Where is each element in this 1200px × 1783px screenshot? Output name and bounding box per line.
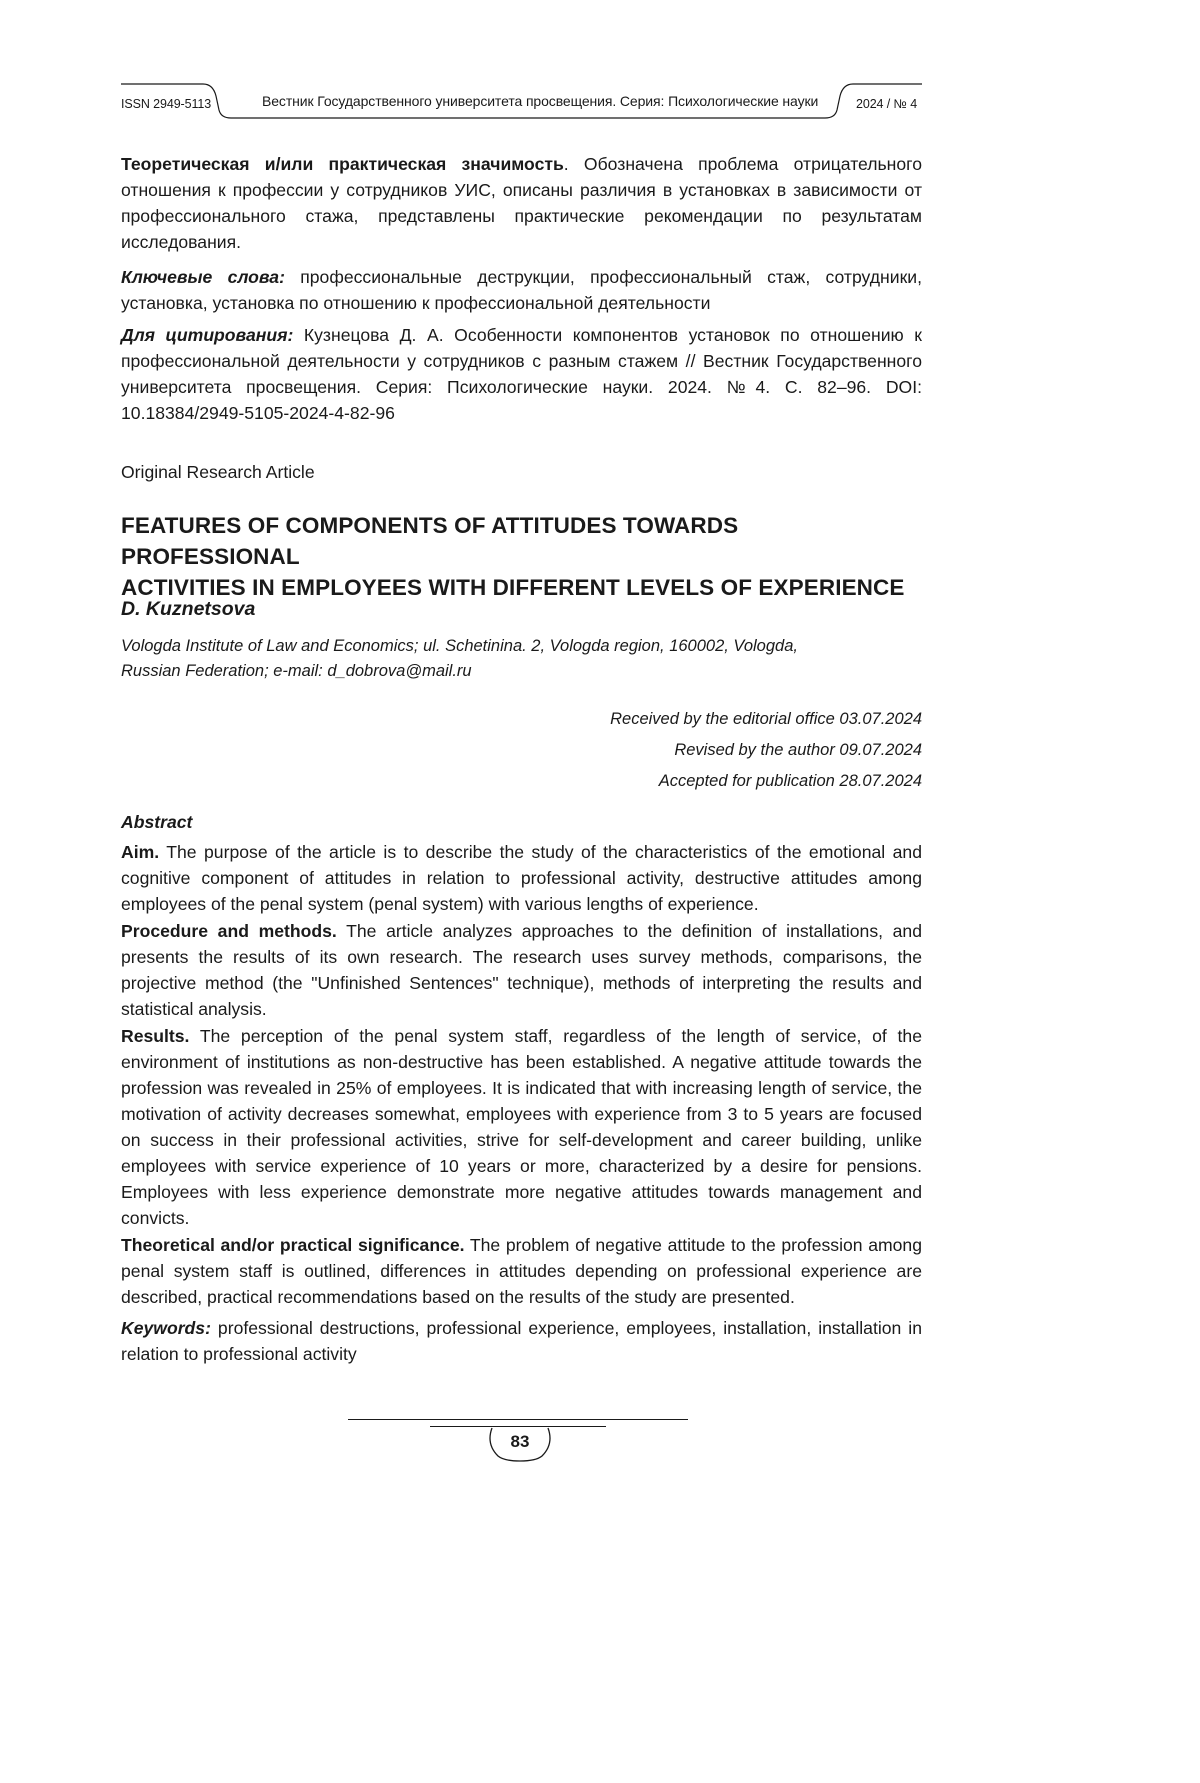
received-date: Received by the editorial office 03.07.2024 (610, 710, 922, 728)
ru-significance-text: . Обозначена проблема отрицательного отношения к профессии у сотрудников УИС, описаны различия в установках в зависимости от профессионального стажа, представлены практические рекомендации по результатам исследования. (121, 154, 922, 252)
title-line-1: FEATURES OF COMPONENTS OF ATTITUDES TOWARDS PROFESSIONAL (121, 513, 739, 569)
affiliation-line-1: Vologda Institute of Law and Economics; ul. Schetinina. 2, Vologda region, 160002, Vologda, (121, 637, 798, 655)
revised-date: Revised by the author 09.07.2024 (674, 741, 922, 759)
abstract-heading: Abstract (121, 812, 193, 832)
issn: ISSN 2949-5113 (121, 97, 212, 111)
article-title (121, 510, 922, 603)
affiliation (121, 634, 922, 684)
abstract-aim (121, 839, 922, 917)
keywords-label: Keywords: (121, 1318, 211, 1338)
results-label: Results. (121, 1026, 190, 1046)
results-text: The perception of the penal system staff, regardless of the length of service, of the environment of institutions as non-destructive has been established. A negative attitude towards the profession was revealed in 25% of employees. It is indicated that with increasing length of service, the motivation of activity decreases somewhat, employees with experience from 3 to 5 years are focused on success in their professional activities, strive for self-development and career building, unlike employees with service experience of 10 years or more, characterized by a desire for pensions. Employees with less experience demonstrate more negative attitudes towards management and convicts. (121, 1026, 922, 1228)
ru-citation-label: Для цитирования: (121, 325, 294, 345)
footer-rule-top (348, 1419, 688, 1420)
aim-text: The purpose of the article is to describe the study of the characteristics of the emotional and cognitive component of attitudes in relation to professional activity, destructive attitudes among employees of the penal system (penal system) with various lengths of experience. (121, 842, 922, 914)
keywords-text: professional destructions, professional experience, employees, installation, installation in relation to professional activity (121, 1318, 922, 1364)
affiliation-line-2: Russian Federation; e-mail: d_dobrova@mail.ru (121, 662, 472, 680)
ru-citation (121, 322, 922, 426)
article-type: Original Research Article (121, 462, 315, 482)
ru-keywords (121, 264, 922, 316)
ru-keywords-label: Ключевые слова: (121, 267, 285, 287)
ru-significance (121, 151, 922, 255)
significance-label: Theoretical and/or practical significance. (121, 1235, 465, 1255)
article-dates (121, 704, 922, 797)
journal-name: Вестник Государственного университета просвещения. Серия: Психологические науки (262, 93, 819, 109)
issue-number: 2024 / № 4 (856, 97, 918, 111)
author-name: D. Kuznetsova (121, 598, 256, 620)
title-line-2: ACTIVITIES IN EMPLOYEES WITH DIFFERENT LEVELS OF EXPERIENCE (121, 575, 905, 600)
methods-label: Procedure and methods. (121, 921, 337, 941)
page-number: 83 (510, 1432, 530, 1451)
abstract-keywords (121, 1315, 922, 1367)
ru-significance-label: Теоретическая и/или практическая значимость (121, 154, 564, 174)
ru-keywords-text: профессиональные деструкции, профессиональный стаж, сотрудники, установка, установка по отношению к профессиональной деятельности (121, 267, 922, 313)
accepted-date: Accepted for publication 28.07.2024 (658, 772, 922, 790)
significance-text: The problem of negative attitude to the profession among penal system staff is outlined, differences in attitudes depending on professional experience are described, practical recommendations based on the results of the study are presented. (121, 1235, 923, 1307)
abstract-significance (121, 1232, 922, 1310)
running-header (0, 0, 1050, 130)
methods-text: The article analyzes approaches to the definition of installations, and presents the results of its own research. The research uses survey methods, comparisons, the projective method (the "Unfinished Sentences" technique), methods of interpreting the results and statistical analysis. (121, 921, 923, 1019)
abstract-results (121, 1023, 922, 1231)
ru-citation-text: Кузнецова Д. А. Особенности компонентов установок по отношению к профессиональной деятельности у сотрудников с разным стажем // Вестник Государственного университета просвещения. Серия: Психологические науки. 2024. №4. С. 82–96. DOI: 10.18384/2949-5105-2024-4-82-96 (121, 325, 922, 423)
aim-label: Aim. (121, 842, 160, 862)
abstract-body (121, 839, 922, 1368)
abstract-methods (121, 918, 922, 1022)
